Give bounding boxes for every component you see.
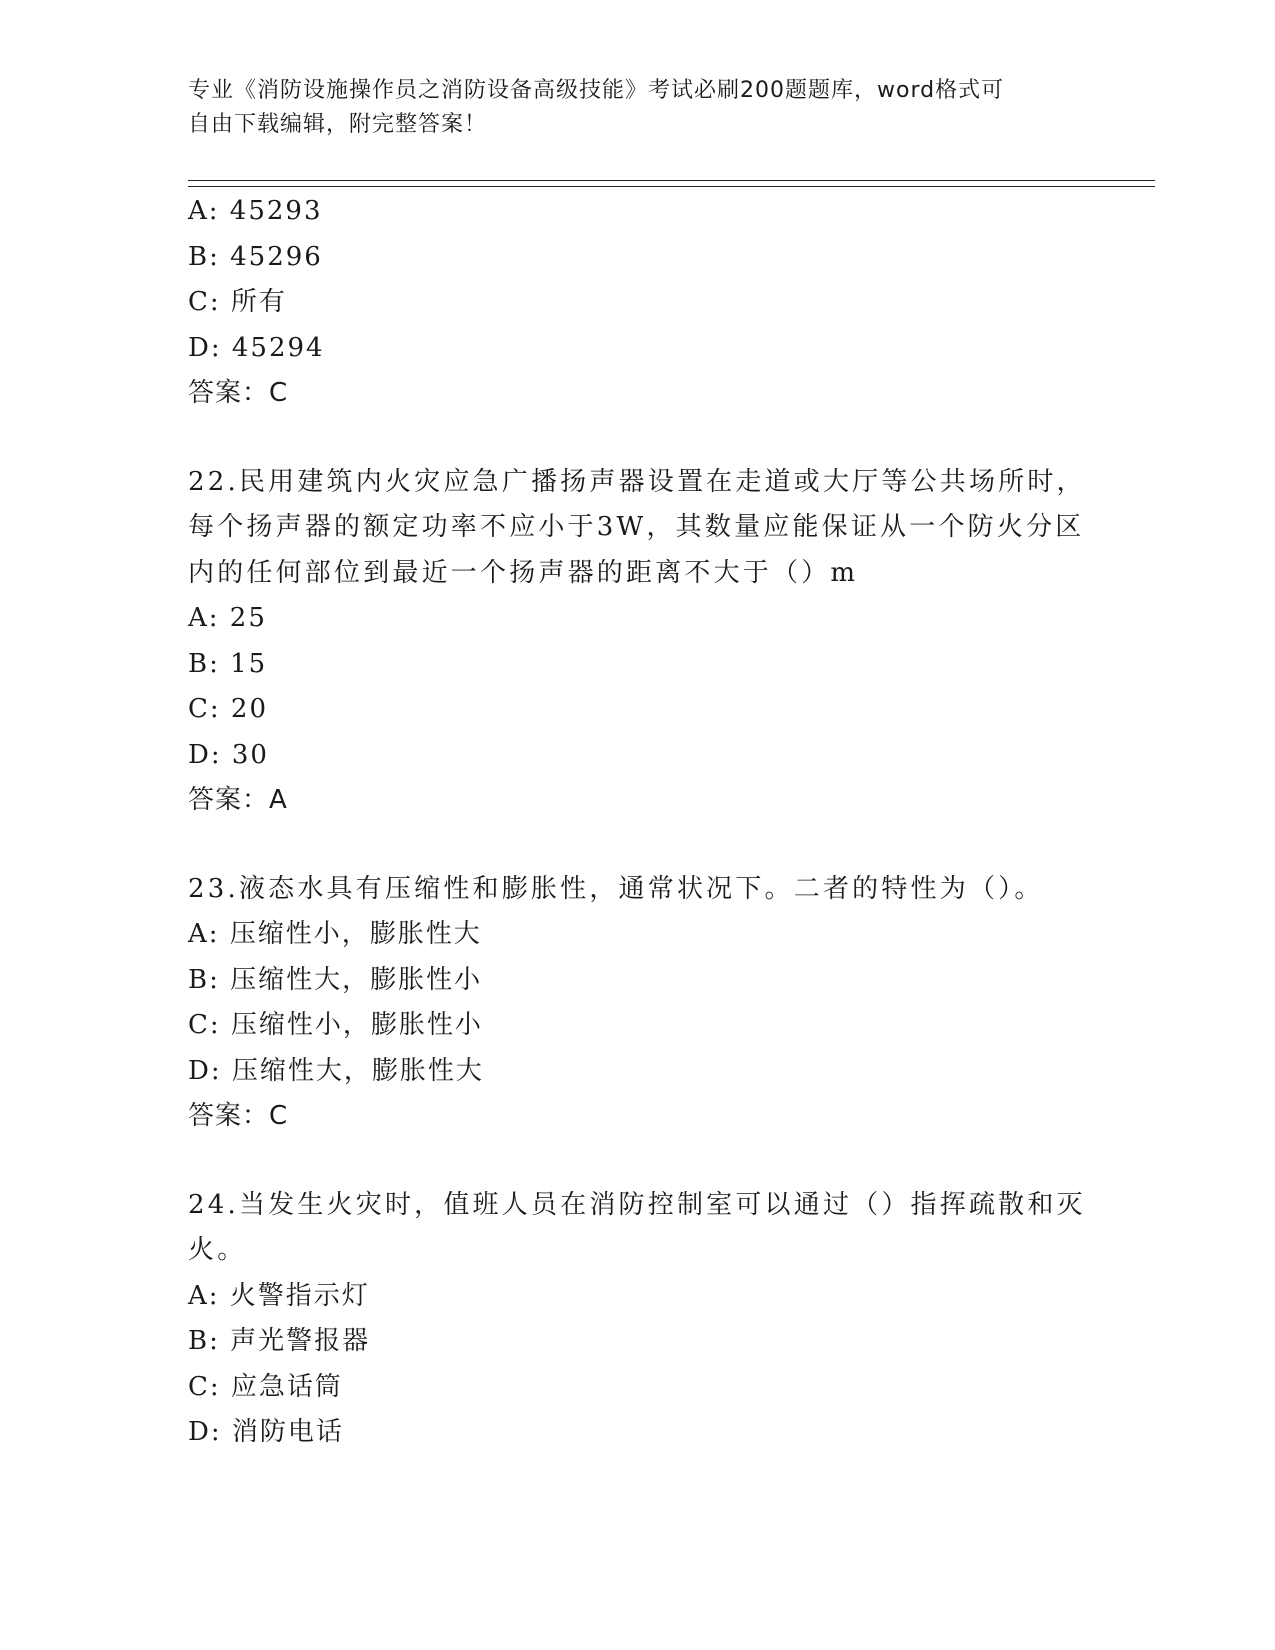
document-header: [188, 74, 1068, 142]
option-a: A: 45293: [188, 196, 323, 226]
question-24: [188, 1183, 1088, 1456]
option-b: B: 45296: [188, 241, 323, 272]
option-a: A: 25: [188, 603, 267, 633]
option-d: D: 30: [188, 739, 269, 770]
question-22: [188, 460, 1088, 824]
question-stem-line: 22.民用建筑内火灾应急广播扬声器设置在走道或大厅等公共场所时，: [188, 466, 1086, 497]
question-stem-line: 23.液态水具有压缩性和膨胀性，通常状况下。二者的特性为（）。: [188, 873, 1044, 904]
option-d: D: 消防电话: [188, 1417, 344, 1447]
option-c: C: 应急话筒: [188, 1371, 343, 1402]
header-line-1: 专业《消防设施操作员之消防设备高级技能》考试必刷200题题库，word格式可: [188, 78, 1005, 103]
option-d: D: 45294: [188, 332, 325, 363]
question-stem-line: 24.当发生火灾时，值班人员在消防控制室可以通过（）指挥疏散和灭: [188, 1189, 1086, 1220]
option-b: B: 声光警报器: [188, 1326, 371, 1356]
answer: 答案：C: [188, 378, 289, 408]
option-a: A: 火警指示灯: [188, 1280, 370, 1311]
option-a: A: 压缩性小，膨胀性大: [188, 919, 482, 949]
question-23: [188, 867, 1088, 1140]
header-line-2: 自由下载编辑，附完整答案！: [188, 112, 488, 137]
question-21: [188, 189, 1088, 417]
option-b: B: 压缩性大，膨胀性小: [188, 964, 483, 995]
option-b: B: 15: [188, 648, 268, 679]
question-list: [188, 189, 1088, 1456]
question-stem-line: 内的任何部位到最近一个扬声器的距离不大于（）m: [188, 557, 859, 588]
option-c: C: 压缩性小，膨胀性小: [188, 1010, 483, 1040]
question-stem-line: 火。: [188, 1235, 247, 1265]
answer: 答案：A: [188, 785, 288, 815]
question-stem-line: 每个扬声器的额定功率不应小于3W，其数量应能保证从一个防火分区: [188, 512, 1085, 542]
option-d: D: 压缩性大，膨胀性大: [188, 1055, 484, 1086]
header-divider: [188, 180, 1155, 187]
option-c: C: 所有: [188, 287, 287, 317]
answer: 答案：C: [188, 1101, 289, 1131]
option-c: C: 20: [188, 694, 269, 724]
